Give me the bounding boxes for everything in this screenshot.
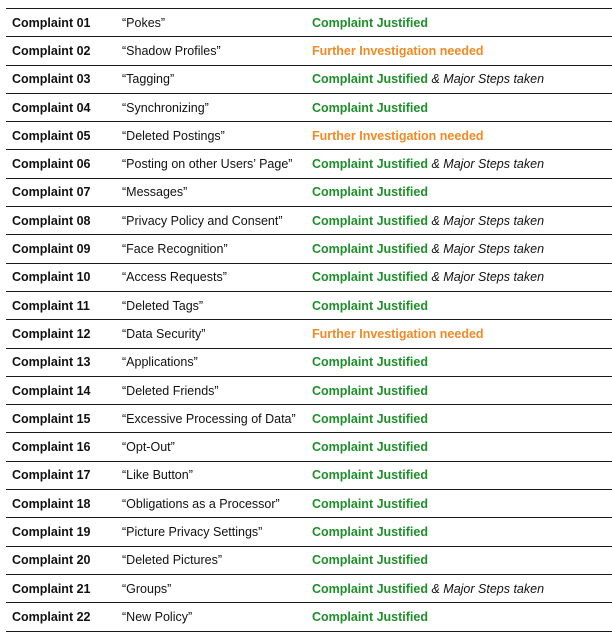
table-row bbox=[6, 546, 612, 574]
complaint-id: Complaint 18 bbox=[6, 490, 122, 518]
status-ampersand: & bbox=[427, 242, 444, 257]
status-ampersand: & bbox=[427, 72, 444, 87]
complaint-id: Complaint 05 bbox=[6, 122, 122, 150]
complaint-status bbox=[312, 433, 612, 461]
table-row bbox=[6, 433, 612, 461]
complaint-topic: “Deleted Pictures” bbox=[122, 546, 312, 574]
complaint-id: Complaint 10 bbox=[6, 263, 122, 291]
complaint-id: Complaint 17 bbox=[6, 461, 122, 489]
status-ampersand: & bbox=[427, 581, 444, 596]
complaint-id: Complaint 16 bbox=[6, 433, 122, 461]
status-justified: Complaint Justified bbox=[312, 524, 428, 539]
complaint-topic: “Picture Privacy Settings” bbox=[122, 518, 312, 546]
status-justified: Complaint Justified bbox=[312, 185, 428, 200]
complaint-status bbox=[312, 150, 612, 178]
complaint-id: Complaint 02 bbox=[6, 37, 122, 65]
status-ampersand: & bbox=[427, 213, 444, 228]
table-row bbox=[6, 348, 612, 376]
status-justified: Complaint Justified bbox=[312, 213, 428, 228]
complaint-topic: “Opt-Out” bbox=[122, 433, 312, 461]
complaint-id: Complaint 07 bbox=[6, 178, 122, 206]
complaint-status bbox=[312, 546, 612, 574]
complaint-id: Complaint 06 bbox=[6, 150, 122, 178]
complaint-topic: “Data Security” bbox=[122, 320, 312, 348]
complaint-id: Complaint 04 bbox=[6, 93, 122, 121]
complaint-topic: “Excessive Processing of Data” bbox=[122, 405, 312, 433]
complaint-topic: “Pokes” bbox=[122, 9, 312, 37]
complaint-topic: “Tagging” bbox=[122, 65, 312, 93]
table-row bbox=[6, 461, 612, 489]
complaint-topic: “Obligations as a Processor” bbox=[122, 490, 312, 518]
table-row bbox=[6, 518, 612, 546]
status-major-steps: Major Steps taken bbox=[443, 242, 545, 257]
complaint-status bbox=[312, 65, 612, 93]
status-major-steps: Major Steps taken bbox=[443, 72, 545, 87]
complaint-id: Complaint 13 bbox=[6, 348, 122, 376]
status-further-investigation: Further Investigation needed bbox=[312, 128, 484, 143]
complaint-id: Complaint 08 bbox=[6, 207, 122, 235]
status-justified: Complaint Justified bbox=[312, 411, 428, 426]
complaint-topic: “Deleted Friends” bbox=[122, 376, 312, 404]
complaint-status bbox=[312, 178, 612, 206]
table-row bbox=[6, 603, 612, 631]
table-row bbox=[6, 65, 612, 93]
complaint-status bbox=[312, 9, 612, 37]
status-justified: Complaint Justified bbox=[312, 270, 428, 285]
status-justified: Complaint Justified bbox=[312, 100, 428, 115]
complaint-topic: “Face Recognition” bbox=[122, 235, 312, 263]
complaint-topic: “Deleted Tags” bbox=[122, 291, 312, 319]
complaint-topic: “Synchronizing” bbox=[122, 93, 312, 121]
complaints-table-body bbox=[6, 9, 612, 632]
complaint-id: Complaint 21 bbox=[6, 574, 122, 602]
complaint-status bbox=[312, 263, 612, 291]
complaint-topic: “Groups” bbox=[122, 574, 312, 602]
status-justified: Complaint Justified bbox=[312, 553, 428, 568]
table-row bbox=[6, 178, 612, 206]
complaint-id: Complaint 22 bbox=[6, 603, 122, 631]
complaint-topic: “Deleted Postings” bbox=[122, 122, 312, 150]
complaint-status bbox=[312, 574, 612, 602]
table-row bbox=[6, 291, 612, 319]
complaint-id: Complaint 11 bbox=[6, 291, 122, 319]
complaint-status bbox=[312, 207, 612, 235]
complaint-status bbox=[312, 376, 612, 404]
complaint-id: Complaint 19 bbox=[6, 518, 122, 546]
complaint-status bbox=[312, 490, 612, 518]
table-row bbox=[6, 37, 612, 65]
complaint-status bbox=[312, 603, 612, 631]
table-row bbox=[6, 320, 612, 348]
status-major-steps: Major Steps taken bbox=[443, 213, 545, 228]
complaint-id: Complaint 01 bbox=[6, 9, 122, 37]
complaint-topic: “New Policy” bbox=[122, 603, 312, 631]
complaint-status bbox=[312, 93, 612, 121]
status-justified: Complaint Justified bbox=[312, 496, 428, 511]
complaint-topic: “Privacy Policy and Consent” bbox=[122, 207, 312, 235]
table-row bbox=[6, 93, 612, 121]
complaints-table bbox=[6, 8, 612, 632]
complaint-status bbox=[312, 348, 612, 376]
status-further-investigation: Further Investigation needed bbox=[312, 326, 484, 341]
table-row bbox=[6, 376, 612, 404]
complaint-topic: “Shadow Profiles” bbox=[122, 37, 312, 65]
status-major-steps: Major Steps taken bbox=[443, 581, 545, 596]
complaint-id: Complaint 12 bbox=[6, 320, 122, 348]
status-justified: Complaint Justified bbox=[312, 383, 428, 398]
complaint-topic: “Access Requests” bbox=[122, 263, 312, 291]
complaint-topic: “Applications” bbox=[122, 348, 312, 376]
status-justified: Complaint Justified bbox=[312, 242, 428, 257]
table-row bbox=[6, 405, 612, 433]
table-row bbox=[6, 207, 612, 235]
status-ampersand: & bbox=[427, 157, 444, 172]
status-justified: Complaint Justified bbox=[312, 355, 428, 370]
complaint-status bbox=[312, 291, 612, 319]
complaint-id: Complaint 20 bbox=[6, 546, 122, 574]
complaint-status bbox=[312, 461, 612, 489]
status-ampersand: & bbox=[427, 270, 444, 285]
table-row bbox=[6, 235, 612, 263]
complaint-status bbox=[312, 405, 612, 433]
table-row bbox=[6, 9, 612, 37]
complaint-status bbox=[312, 122, 612, 150]
status-major-steps: Major Steps taken bbox=[443, 157, 545, 172]
status-justified: Complaint Justified bbox=[312, 72, 428, 87]
complaint-id: Complaint 03 bbox=[6, 65, 122, 93]
status-justified: Complaint Justified bbox=[312, 298, 428, 313]
table-row bbox=[6, 490, 612, 518]
status-justified: Complaint Justified bbox=[312, 15, 428, 30]
status-further-investigation: Further Investigation needed bbox=[312, 43, 484, 58]
status-major-steps: Major Steps taken bbox=[443, 270, 545, 285]
table-row bbox=[6, 574, 612, 602]
table-row bbox=[6, 122, 612, 150]
complaint-status bbox=[312, 518, 612, 546]
table-row bbox=[6, 150, 612, 178]
status-justified: Complaint Justified bbox=[312, 468, 428, 483]
complaint-id: Complaint 14 bbox=[6, 376, 122, 404]
complaint-status bbox=[312, 37, 612, 65]
complaint-topic: “Messages” bbox=[122, 178, 312, 206]
status-justified: Complaint Justified bbox=[312, 157, 428, 172]
complaint-status bbox=[312, 320, 612, 348]
complaint-topic: “Like Button” bbox=[122, 461, 312, 489]
complaint-id: Complaint 15 bbox=[6, 405, 122, 433]
status-justified: Complaint Justified bbox=[312, 581, 428, 596]
status-justified: Complaint Justified bbox=[312, 440, 428, 455]
status-justified: Complaint Justified bbox=[312, 609, 428, 624]
complaint-id: Complaint 09 bbox=[6, 235, 122, 263]
table-row bbox=[6, 263, 612, 291]
complaint-status bbox=[312, 235, 612, 263]
complaint-topic: “Posting on other Users’ Page” bbox=[122, 150, 312, 178]
